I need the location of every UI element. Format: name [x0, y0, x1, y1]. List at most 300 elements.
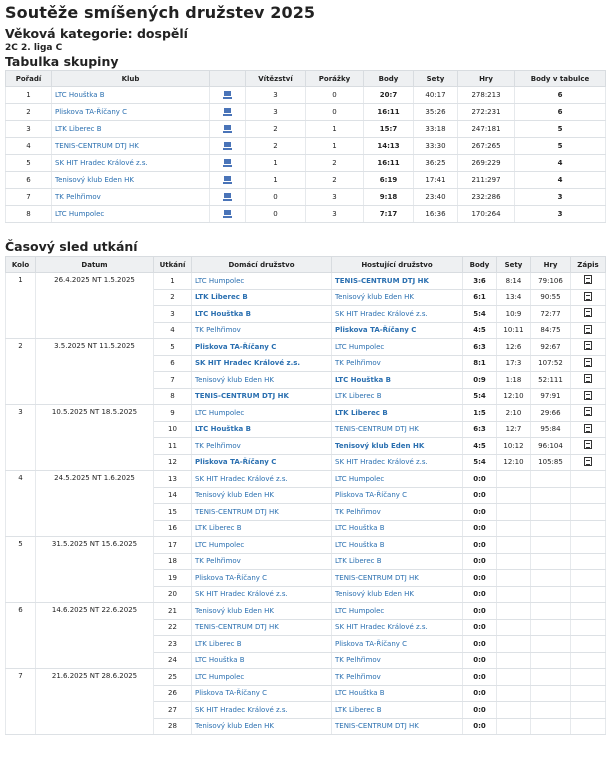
match-row — [6, 405, 606, 422]
rank-cell: 2 — [6, 104, 52, 121]
games-cell: 232:286 — [458, 189, 515, 206]
club-link[interactable]: TK Pelhřimov — [55, 193, 101, 201]
home-team-cell — [192, 718, 332, 735]
club-info-icon[interactable] — [223, 209, 232, 218]
round-cell: 4 — [6, 471, 36, 537]
losses-cell: 0 — [306, 87, 364, 104]
round-cell: 2 — [6, 339, 36, 405]
wins-cell: 3 — [246, 104, 306, 121]
round-cell: 3 — [6, 405, 36, 471]
match-games-cell — [531, 652, 571, 669]
schedule-table — [5, 256, 606, 735]
home-team-cell — [192, 669, 332, 686]
report-document-icon[interactable] — [584, 275, 592, 284]
rank-cell: 8 — [6, 206, 52, 223]
losses-cell: 0 — [306, 104, 364, 121]
points-cell: 9:18 — [364, 189, 414, 206]
home-team-cell — [192, 306, 332, 323]
match-sets-cell: 12:6 — [497, 339, 531, 356]
home-team-cell — [192, 537, 332, 554]
away-team-cell — [332, 586, 463, 603]
home-team-link[interactable]: LTK Liberec B — [195, 293, 248, 302]
away-team-cell — [332, 537, 463, 554]
report-document-icon[interactable] — [584, 374, 592, 383]
sets-cell: 23:40 — [414, 189, 458, 206]
match-points-cell: 0:0 — [463, 586, 497, 603]
away-team-link[interactable]: Tenisový klub Eden HK — [335, 293, 415, 302]
match-sets-cell: 12:10 — [497, 454, 531, 471]
rank-cell: 3 — [6, 121, 52, 138]
col-losses: Porážky — [306, 71, 364, 87]
away-team-link[interactable]: SK HIT Hradec Králové z.s. — [335, 458, 428, 467]
games-cell: 267:265 — [458, 138, 515, 155]
match-no-cell: 5 — [154, 339, 192, 356]
club-info-icon[interactable] — [223, 158, 232, 167]
home-team-link[interactable]: TENIS-CENTRUM DTJ HK — [195, 507, 279, 516]
match-games-cell — [531, 504, 571, 521]
away-team-link[interactable]: Tenisový klub Eden HK — [335, 441, 425, 450]
home-team-cell — [192, 339, 332, 356]
away-team-cell — [332, 636, 463, 653]
club-info-icon[interactable] — [223, 141, 232, 150]
away-team-cell — [332, 289, 463, 306]
match-games-cell: 92:67 — [531, 339, 571, 356]
away-team-cell — [332, 669, 463, 686]
home-team-link[interactable]: Tenisový klub Eden HK — [195, 606, 275, 615]
match-sets-cell: 17:3 — [497, 355, 531, 372]
report-cell — [571, 504, 606, 521]
match-points-cell: 0:0 — [463, 603, 497, 620]
report-cell — [571, 273, 606, 290]
home-team-link[interactable]: TK Pelhřimov — [195, 326, 241, 335]
match-no-cell: 2 — [154, 289, 192, 306]
home-team-link[interactable]: SK HIT Hradec Králové z.s. — [195, 359, 301, 368]
away-team-link[interactable]: LTK Liberec B — [335, 408, 388, 417]
match-games-cell — [531, 553, 571, 570]
col-sets: Sety — [414, 71, 458, 87]
away-team-cell — [332, 372, 463, 389]
away-team-link[interactable]: TENIS-CENTRUM DTJ HK — [335, 276, 429, 285]
report-cell — [571, 454, 606, 471]
away-team-link[interactable]: LTC Houštka B — [335, 375, 391, 384]
match-points-cell: 8:1 — [463, 355, 497, 372]
club-info-cell — [210, 155, 246, 172]
away-team-cell — [332, 438, 463, 455]
away-team-link[interactable]: Pliskova TA-Říčany C — [335, 639, 408, 648]
report-cell — [571, 339, 606, 356]
away-team-link[interactable]: LTK Liberec B — [335, 705, 382, 714]
group-table — [5, 70, 606, 223]
match-points-cell: 0:9 — [463, 372, 497, 389]
report-document-icon[interactable] — [584, 358, 592, 367]
home-team-cell — [192, 504, 332, 521]
sets-cell: 17:41 — [414, 172, 458, 189]
col-games: Hry — [458, 71, 515, 87]
away-team-cell — [332, 421, 463, 438]
away-team-cell — [332, 685, 463, 702]
match-games-cell — [531, 520, 571, 537]
report-cell — [571, 355, 606, 372]
match-no-cell: 1 — [154, 273, 192, 290]
home-team-link[interactable]: Pliskova TA-Říčany C — [195, 689, 268, 698]
away-team-link[interactable]: SK HIT Hradec Králové z.s. — [335, 623, 428, 632]
home-team-link[interactable]: LTC Humpolec — [195, 672, 245, 681]
report-cell — [571, 520, 606, 537]
home-team-cell — [192, 619, 332, 636]
report-document-icon[interactable] — [584, 325, 592, 334]
home-team-link[interactable]: LTC Houštka B — [195, 656, 245, 665]
home-team-link[interactable]: Tenisový klub Eden HK — [195, 722, 275, 731]
club-info-cell — [210, 121, 246, 138]
away-team-link[interactable]: LTC Houštka B — [335, 524, 385, 533]
away-team-link[interactable]: LTC Houštka B — [335, 540, 385, 549]
club-info-cell — [210, 104, 246, 121]
club-info-cell — [210, 189, 246, 206]
match-sets-cell: 10:12 — [497, 438, 531, 455]
report-document-icon[interactable] — [584, 440, 592, 449]
match-points-cell: 1:5 — [463, 405, 497, 422]
club-link[interactable]: LTC Humpolec — [55, 210, 105, 218]
report-document-icon[interactable] — [584, 407, 592, 416]
home-team-cell — [192, 586, 332, 603]
match-games-cell — [531, 718, 571, 735]
col-wins: Vítězství — [246, 71, 306, 87]
match-no-cell: 8 — [154, 388, 192, 405]
match-sets-cell — [497, 702, 531, 719]
away-team-cell — [332, 520, 463, 537]
group-table-row — [6, 87, 606, 104]
report-cell — [571, 537, 606, 554]
away-team-link[interactable]: LTK Liberec B — [335, 557, 382, 566]
match-sets-cell — [497, 636, 531, 653]
home-team-cell — [192, 636, 332, 653]
match-sets-cell: 12:7 — [497, 421, 531, 438]
match-games-cell — [531, 669, 571, 686]
match-sets-cell — [497, 669, 531, 686]
home-team-link[interactable]: LTC Houštka B — [195, 425, 251, 434]
away-team-cell — [332, 603, 463, 620]
match-points-cell: 4:5 — [463, 438, 497, 455]
club-cell — [52, 189, 210, 206]
report-cell — [571, 718, 606, 735]
page-title: Soutěže smíšených družstev 2025 — [5, 3, 316, 22]
away-team-link[interactable]: LTC Humpolec — [335, 474, 385, 483]
match-games-cell: 72:77 — [531, 306, 571, 323]
points-cell: 7:17 — [364, 206, 414, 223]
home-team-link[interactable]: SK HIT Hradec Králové z.s. — [195, 590, 288, 599]
away-team-cell — [332, 355, 463, 372]
home-team-cell — [192, 454, 332, 471]
match-no-cell: 22 — [154, 619, 192, 636]
match-row — [6, 603, 606, 620]
match-points-cell: 0:0 — [463, 471, 497, 488]
away-team-cell — [332, 405, 463, 422]
home-team-link[interactable]: LTC Humpolec — [195, 276, 245, 285]
sets-cell: 40:17 — [414, 87, 458, 104]
losses-cell: 3 — [306, 206, 364, 223]
club-cell — [52, 104, 210, 121]
home-team-cell — [192, 289, 332, 306]
club-cell — [52, 206, 210, 223]
match-points-cell: 0:0 — [463, 718, 497, 735]
match-points-cell: 0:0 — [463, 636, 497, 653]
away-team-cell — [332, 553, 463, 570]
away-team-cell — [332, 718, 463, 735]
club-link[interactable]: LTK Liberec B — [55, 125, 102, 133]
home-team-link[interactable]: LTK Liberec B — [195, 524, 242, 533]
away-team-link[interactable]: LTK Liberec B — [335, 392, 382, 401]
col-match-points: Body — [463, 257, 497, 273]
match-sets-cell — [497, 685, 531, 702]
home-team-link[interactable]: TK Pelhřimov — [195, 557, 241, 566]
group-table-heading: Tabulka skupiny — [5, 54, 119, 69]
home-team-cell — [192, 520, 332, 537]
match-row — [6, 537, 606, 554]
report-cell — [571, 471, 606, 488]
match-games-cell: 52:111 — [531, 372, 571, 389]
points-cell: 6:19 — [364, 172, 414, 189]
wins-cell: 3 — [246, 87, 306, 104]
match-no-cell: 4 — [154, 322, 192, 339]
home-team-link[interactable]: Pliskova TA-Říčany C — [195, 573, 268, 582]
away-team-link[interactable]: TK Pelhřimov — [335, 672, 381, 681]
club-info-icon[interactable] — [223, 175, 232, 184]
home-team-link[interactable]: Pliskova TA-Říčany C — [195, 342, 277, 351]
points-cell: 15:7 — [364, 121, 414, 138]
report-cell — [571, 438, 606, 455]
match-games-cell: 105:85 — [531, 454, 571, 471]
points-cell: 14:13 — [364, 138, 414, 155]
match-sets-cell: 10:9 — [497, 306, 531, 323]
match-games-cell: 79:106 — [531, 273, 571, 290]
club-info-icon[interactable] — [223, 90, 232, 99]
report-document-icon[interactable] — [584, 424, 592, 433]
sets-cell: 33:30 — [414, 138, 458, 155]
club-link[interactable]: LTC Houštka B — [55, 91, 105, 99]
wins-cell: 0 — [246, 189, 306, 206]
away-team-link[interactable]: Pliskova TA-Říčany C — [335, 326, 417, 335]
match-no-cell: 27 — [154, 702, 192, 719]
match-games-cell: 97:91 — [531, 388, 571, 405]
group-table-row — [6, 104, 606, 121]
match-no-cell: 11 — [154, 438, 192, 455]
away-team-link[interactable]: LTC Houštka B — [335, 689, 385, 698]
wins-cell: 1 — [246, 172, 306, 189]
match-no-cell: 21 — [154, 603, 192, 620]
losses-cell: 3 — [306, 189, 364, 206]
match-points-cell: 0:0 — [463, 520, 497, 537]
match-games-cell: 84:75 — [531, 322, 571, 339]
home-team-link[interactable]: Pliskova TA-Říčany C — [195, 458, 277, 467]
away-team-cell — [332, 322, 463, 339]
home-team-link[interactable]: LTC Humpolec — [195, 408, 245, 417]
match-points-cell: 6:3 — [463, 339, 497, 356]
home-team-link[interactable]: SK HIT Hradec Králové z.s. — [195, 705, 288, 714]
report-cell — [571, 619, 606, 636]
home-team-cell — [192, 652, 332, 669]
league-label: 2C 2. liga C — [5, 43, 63, 53]
away-team-cell — [332, 504, 463, 521]
report-document-icon[interactable] — [584, 308, 592, 317]
match-games-cell — [531, 570, 571, 587]
match-sets-cell — [497, 520, 531, 537]
home-team-cell — [192, 355, 332, 372]
losses-cell: 1 — [306, 138, 364, 155]
away-team-link[interactable]: LTC Humpolec — [335, 342, 385, 351]
match-games-cell — [531, 487, 571, 504]
rank-cell: 6 — [6, 172, 52, 189]
match-no-cell: 9 — [154, 405, 192, 422]
col-match-no: Utkání — [154, 257, 192, 273]
home-team-link[interactable]: LTC Houštka B — [195, 309, 251, 318]
match-points-cell: 0:0 — [463, 570, 497, 587]
report-cell — [571, 669, 606, 686]
losses-cell: 2 — [306, 155, 364, 172]
match-points-cell: 0:0 — [463, 669, 497, 686]
match-sets-cell — [497, 553, 531, 570]
club-info-icon[interactable] — [223, 124, 232, 133]
match-no-cell: 14 — [154, 487, 192, 504]
match-sets-cell: 8:14 — [497, 273, 531, 290]
date-cell: 24.5.2025 NT 1.6.2025 — [36, 471, 154, 537]
match-points-cell: 0:0 — [463, 487, 497, 504]
report-cell — [571, 652, 606, 669]
club-info-cell — [210, 172, 246, 189]
match-no-cell: 19 — [154, 570, 192, 587]
match-no-cell: 23 — [154, 636, 192, 653]
match-row — [6, 669, 606, 686]
club-info-cell — [210, 138, 246, 155]
home-team-cell — [192, 372, 332, 389]
report-document-icon[interactable] — [584, 391, 592, 400]
col-round: Kolo — [6, 257, 36, 273]
col-club: Klub — [52, 71, 210, 87]
sets-cell: 16:36 — [414, 206, 458, 223]
home-team-link[interactable]: LTC Humpolec — [195, 540, 245, 549]
club-cell — [52, 138, 210, 155]
match-no-cell: 7 — [154, 372, 192, 389]
match-no-cell: 6 — [154, 355, 192, 372]
away-team-link[interactable]: SK HIT Hradec Králové z.s. — [335, 309, 428, 318]
match-no-cell: 16 — [154, 520, 192, 537]
match-sets-cell — [497, 504, 531, 521]
match-sets-cell: 2:10 — [497, 405, 531, 422]
match-games-cell: 90:55 — [531, 289, 571, 306]
away-team-link[interactable]: TK Pelhřimov — [335, 359, 381, 368]
away-team-link[interactable]: TK Pelhřimov — [335, 656, 381, 665]
away-team-link[interactable]: Pliskova TA-Říčany C — [335, 491, 408, 500]
club-info-icon[interactable] — [223, 107, 232, 116]
col-report: Zápis — [571, 257, 606, 273]
match-games-cell: 96:104 — [531, 438, 571, 455]
home-team-cell — [192, 273, 332, 290]
away-team-link[interactable]: TENIS-CENTRUM DTJ HK — [335, 722, 419, 731]
report-cell — [571, 421, 606, 438]
home-team-cell — [192, 405, 332, 422]
games-cell: 272:231 — [458, 104, 515, 121]
col-info — [210, 71, 246, 87]
match-sets-cell — [497, 718, 531, 735]
report-document-icon[interactable] — [584, 292, 592, 301]
wins-cell: 1 — [246, 155, 306, 172]
match-points-cell: 4:5 — [463, 322, 497, 339]
report-document-icon[interactable] — [584, 341, 592, 350]
wins-cell: 0 — [246, 206, 306, 223]
col-away-team: Hostující družstvo — [332, 257, 463, 273]
report-document-icon[interactable] — [584, 457, 592, 466]
away-team-link[interactable]: TENIS-CENTRUM DTJ HK — [335, 425, 419, 434]
games-cell: 170:264 — [458, 206, 515, 223]
match-points-cell: 0:0 — [463, 504, 497, 521]
sets-cell: 36:25 — [414, 155, 458, 172]
games-cell: 247:181 — [458, 121, 515, 138]
match-no-cell: 12 — [154, 454, 192, 471]
home-team-cell — [192, 702, 332, 719]
club-link[interactable]: Tenisový klub Eden HK — [55, 176, 135, 184]
home-team-link[interactable]: Tenisový klub Eden HK — [195, 491, 275, 500]
match-sets-cell: 1:18 — [497, 372, 531, 389]
away-team-link[interactable]: LTC Humpolec — [335, 606, 385, 615]
date-cell: 14.6.2025 NT 22.6.2025 — [36, 603, 154, 669]
club-link[interactable]: Pliskova TA-Říčany C — [55, 108, 128, 116]
away-team-link[interactable]: TK Pelhřimov — [335, 507, 381, 516]
group-table-row — [6, 138, 606, 155]
match-points-cell: 5:4 — [463, 388, 497, 405]
match-row — [6, 273, 606, 290]
match-points-cell: 6:1 — [463, 289, 497, 306]
points-cell: 16:11 — [364, 104, 414, 121]
home-team-cell — [192, 487, 332, 504]
home-team-link[interactable]: SK HIT Hradec Králové z.s. — [195, 474, 288, 483]
match-points-cell: 5:4 — [463, 306, 497, 323]
away-team-link[interactable]: Tenisový klub Eden HK — [335, 590, 415, 599]
home-team-cell — [192, 471, 332, 488]
home-team-link[interactable]: LTK Liberec B — [195, 639, 242, 648]
col-rank: Pořadí — [6, 71, 52, 87]
away-team-link[interactable]: TENIS-CENTRUM DTJ HK — [335, 573, 419, 582]
home-team-cell — [192, 553, 332, 570]
home-team-link[interactable]: TENIS-CENTRUM DTJ HK — [195, 623, 279, 632]
schedule-header — [6, 257, 606, 273]
col-date: Datum — [36, 257, 154, 273]
date-cell: 21.6.2025 NT 28.6.2025 — [36, 669, 154, 735]
club-link[interactable]: SK HIT Hradec Králové z.s. — [55, 159, 148, 167]
home-team-link[interactable]: TENIS-CENTRUM DTJ HK — [195, 392, 289, 401]
category-label: Věková kategorie: dospělí — [5, 26, 188, 41]
wins-cell: 2 — [246, 138, 306, 155]
club-info-icon[interactable] — [223, 192, 232, 201]
report-cell — [571, 322, 606, 339]
rank-cell: 1 — [6, 87, 52, 104]
home-team-link[interactable]: TK Pelhřimov — [195, 441, 241, 450]
games-cell: 211:297 — [458, 172, 515, 189]
away-team-cell — [332, 306, 463, 323]
away-team-cell — [332, 652, 463, 669]
match-sets-cell — [497, 471, 531, 488]
away-team-cell — [332, 471, 463, 488]
games-cell: 269:229 — [458, 155, 515, 172]
match-no-cell: 26 — [154, 685, 192, 702]
report-cell — [571, 702, 606, 719]
match-points-cell: 0:0 — [463, 702, 497, 719]
match-points-cell: 5:4 — [463, 454, 497, 471]
col-home-team: Domácí družstvo — [192, 257, 332, 273]
match-no-cell: 13 — [154, 471, 192, 488]
home-team-link[interactable]: Tenisový klub Eden HK — [195, 375, 275, 384]
club-link[interactable]: TENIS-CENTRUM DTJ HK — [55, 142, 139, 150]
report-cell — [571, 289, 606, 306]
match-row — [6, 339, 606, 356]
